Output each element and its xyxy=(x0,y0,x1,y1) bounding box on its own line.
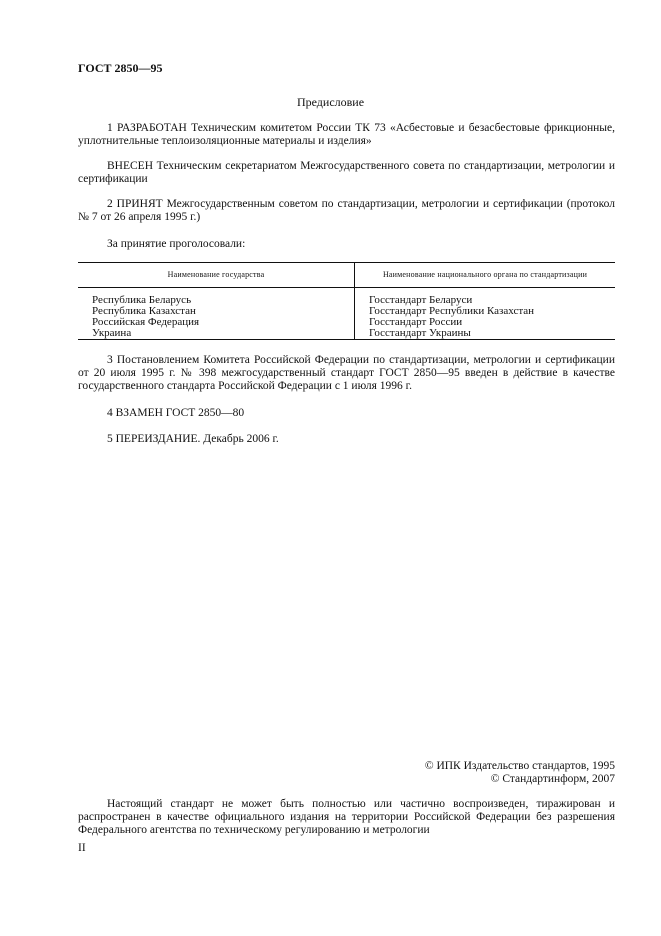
voting-table xyxy=(78,262,615,340)
section-adopted xyxy=(78,198,615,224)
state-item: Республика Казахстан xyxy=(92,305,196,317)
section-enacted-text: 3 Постановлением Комитета Российской Федерации по стандартизации, метрологии и сертификации от 20 июля 1995 г. № 398 межгосударственный стандарт ГОСТ 2850—95 введен в действие в качестве государственного стандарта Российской Федерации с 1 июля 1996 г. xyxy=(78,354,615,392)
table-row xyxy=(78,288,615,340)
state-item: Российская Федерация xyxy=(92,316,200,328)
section-replaces: 4 ВЗАМЕН ГОСТ 2850—80 xyxy=(107,407,245,419)
state-item: Республика Беларусь xyxy=(92,294,192,306)
body-list xyxy=(355,288,616,340)
section-adopted-text: 2 ПРИНЯТ Межгосударственным советом по стандартизации, метрологии и сертификации (протокол № 7 от 26 апреля 1995 г.) xyxy=(78,198,615,223)
section-enacted xyxy=(78,354,615,393)
copyright-line-2: © Стандартинформ, 2007 xyxy=(490,773,615,785)
state-list xyxy=(78,288,355,340)
section-developed-text: 1 РАЗРАБОТАН Техническим комитетом России ТК 73 «Асбестовые и безасбестовые фрикционные, уплотнительные теплоизоляционные материалы и изделия» xyxy=(78,122,615,147)
body-item: Госстандарт Украины xyxy=(369,327,471,339)
column-header-body: Наименование национального органа по стандартизации xyxy=(355,263,616,288)
copyright-line-1: © ИПК Издательство стандартов, 1995 xyxy=(424,760,615,772)
body-item: Госстандарт Беларуси xyxy=(369,294,473,306)
page-title: Предисловие xyxy=(296,95,365,109)
state-item: Украина xyxy=(92,327,132,339)
body-item: Госстандарт Республики Казахстан xyxy=(369,305,535,317)
body-item: Госстандарт России xyxy=(369,316,463,328)
section-reissue: 5 ПЕРЕИЗДАНИЕ. Декабрь 2006 г. xyxy=(107,433,279,445)
section-developed xyxy=(78,122,615,148)
section-introduced-text: ВНЕСЕН Техническим секретариатом Межгосударственного совета по стандартизации, метрологии и сертификации xyxy=(78,160,615,185)
document-code: ГОСТ 2850—95 xyxy=(78,61,163,75)
column-header-state: Наименование государства xyxy=(78,263,355,288)
reproduction-notice-text: Настоящий стандарт не может быть полностью или частично воспроизведен, тиражирован и распространен в качестве официального издания на территории Российской Федерации без разрешения Федерального агентства по техническому регулированию и метрологии xyxy=(78,798,615,836)
reproduction-notice xyxy=(78,798,615,837)
table-header-row xyxy=(78,263,615,288)
page-number: II xyxy=(78,842,86,854)
section-introduced xyxy=(78,160,615,186)
voted-label: За принятие проголосовали: xyxy=(107,238,246,250)
